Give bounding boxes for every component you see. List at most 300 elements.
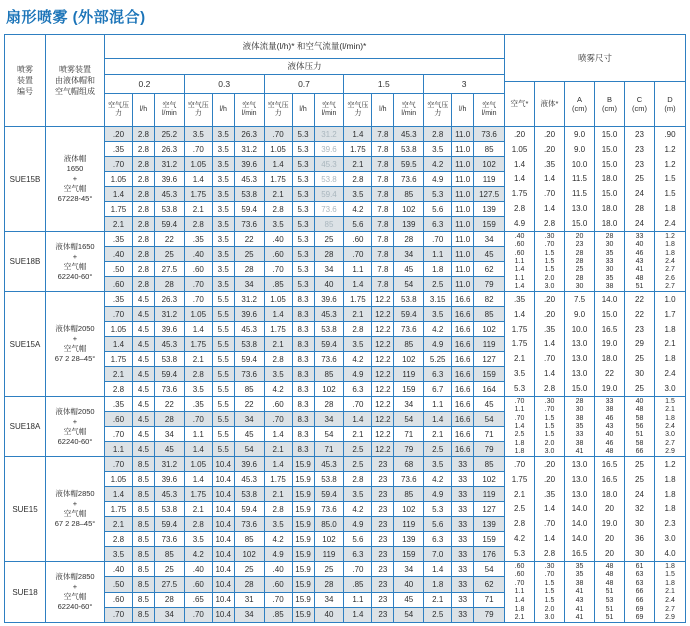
data-cell: 34 [235,277,265,291]
cap-line: 62240-60° [57,271,93,281]
data-cell: .40 [185,562,213,576]
spray-cell: 24 [635,218,644,228]
data-cell: 1.1 [424,247,452,261]
data-cell: 85 [394,187,424,201]
subcolumn-header [474,94,504,126]
spray-cell: 1.4 [514,283,525,291]
spray-column-header [535,82,565,127]
data-cell: 33 [452,577,474,591]
data-cell: .35 [185,232,213,246]
subcolumn-header [394,94,424,126]
spray-cell: .30 [544,562,555,570]
data-cell: .85 [265,608,293,622]
data-cell: 25 [315,562,345,576]
data-cell: .70 [105,157,133,171]
spray-cell: 2.8 [513,204,526,214]
data-cell: 45 [484,399,494,409]
header-composition-line: 由液体帽和 [55,76,95,85]
page-title: 扇形喷雾 (外部混合) [6,9,146,26]
data-cell: 4.5 [133,382,155,396]
data-cell: 1.75 [344,292,372,306]
data-cell: 127 [482,354,496,364]
spray-cell: 1.5 [544,266,555,274]
header-flow-block [105,35,505,126]
data-cell: 3.5 [213,142,235,156]
spray-cell: 16.5 [601,459,618,469]
data-cell: 11.0 [452,187,474,201]
spray-cell: 1.5 [544,422,555,430]
data-cell: 26.3 [155,292,185,306]
spray-column [505,127,535,231]
flow-rows [105,292,505,396]
spray-cell: 11.5 [572,174,587,184]
spray-cell: 2.7 [665,283,675,291]
data-cell: 2.8 [185,517,213,531]
data-cell: 54 [484,564,494,574]
data-cell: 53.8 [235,487,265,501]
subcolumn-header [235,94,265,126]
section-sue18a [5,397,685,457]
spray-cell: 1.2 [664,159,676,169]
data-cell: .50 [105,577,133,591]
data-cell: 12.2 [372,367,394,381]
data-cell: 102 [394,202,424,216]
spray-column [655,292,685,396]
spray-column [565,292,595,396]
data-cell: .40 [265,232,293,246]
spray-cell: 25 [635,174,644,184]
table-row [105,427,504,442]
data-cell: 7.8 [372,157,394,171]
data-cell: 28 [394,232,424,246]
data-cell: 15.9 [293,562,315,576]
data-cell: 33 [452,532,474,546]
table-row [105,187,504,202]
data-cell: 7.8 [372,142,394,156]
spray-cell: 3.0 [544,283,555,291]
cap-line: 67228-45° [57,194,93,203]
data-cell: 119 [474,487,504,501]
data-cell: 159 [474,367,504,381]
data-cell: 45.3 [235,472,265,486]
spray-column [535,562,565,622]
spray-cell: 13.0 [571,369,588,379]
data-cell: 11.0 [452,172,474,186]
data-cell: 73.6 [155,532,185,546]
data-cell: 1.75 [185,487,213,501]
spray-cell: 2.5 [513,504,526,514]
data-cell: 5.5 [213,382,235,396]
data-cell: 25 [155,562,185,576]
spray-cell: 36 [635,534,644,544]
data-cell: .60 [105,593,133,607]
data-cell: 11.0 [452,127,474,141]
data-cell: 3.5 [424,142,452,156]
spray-cell: 38 [575,414,584,422]
spray-cell: .20 [543,129,556,139]
data-cell: 8.3 [293,397,315,411]
flow-rows [105,232,505,291]
table-row [105,547,504,561]
table-row [105,577,504,592]
subcolumn-header-line: 空气压力 [347,101,369,118]
data-cell: 119 [394,517,424,531]
data-cell: 15.9 [293,532,315,546]
spray-cell: .35 [543,324,556,334]
data-cell: 85 [155,547,185,561]
spray-cell: 51 [605,614,614,622]
data-cell: 4.9 [424,487,452,501]
data-cell: 3.5 [213,202,235,216]
spray-cell: 1.8 [664,489,676,499]
data-cell: 12.2 [372,337,394,351]
data-cell: 40 [315,277,345,291]
spray-cell: 46 [605,439,614,447]
spray-cell: 40 [605,431,614,439]
spray-cell: 2.1 [513,354,526,364]
data-cell: 59.4 [155,367,185,381]
data-cell: 12.2 [372,427,394,441]
cap-line: 液体帽1650 [55,241,95,251]
data-cell: 16.6 [452,337,474,351]
spray-column-header-line: A [576,94,582,104]
spray-cell: .70 [544,406,555,414]
table-row [105,322,504,337]
data-cell: 85 [394,487,424,501]
subcolumn-header-line: l/min [241,110,257,118]
data-cell: 7.8 [372,247,394,261]
spray-cell: 18.0 [601,218,618,228]
cap-line: 67 2 28–45° [54,519,96,528]
data-cell: 2.8 [105,532,133,546]
data-cell: 45 [394,262,424,276]
spray-cell: 1.05 [511,144,528,154]
data-cell: 53.8 [394,292,424,306]
spray-cell: 30 [575,283,584,291]
data-cell: 102 [315,382,345,396]
subcolumn-header [424,94,452,126]
data-cell: 16.6 [452,442,474,456]
spray-cell: 40 [635,397,644,405]
data-cell: 4.5 [133,367,155,381]
cap-line: 液体帽2050 [55,406,95,416]
data-cell: 3.15 [424,292,452,306]
data-cell: 127.5 [474,187,504,201]
spray-cell: 63 [635,579,644,587]
spray-cell: 69 [635,614,644,622]
data-cell: .60 [105,277,133,291]
data-cell: 59.4 [155,217,185,231]
table-row [105,457,504,472]
data-cell: .70 [344,247,372,261]
spray-cell: 41 [635,266,644,274]
data-cell: .85 [265,277,293,291]
data-cell: 73.6 [474,127,504,141]
spray-cell: 15.0 [601,309,618,319]
table-row [105,412,504,427]
spray-cell: 1.2 [664,144,676,154]
spray-cell: 23 [575,241,584,249]
spray-cell: 20 [575,232,584,240]
spray-cell: 1.4 [543,369,556,379]
spray-cell: 22 [605,369,614,379]
spray-cell: .60 [514,562,525,570]
data-cell: 4.5 [133,307,155,321]
spray-cell: 4.0 [664,548,676,558]
spray-cell: 15.0 [601,189,618,199]
data-cell: 5.3 [293,232,315,246]
spray-dimensions [505,232,685,291]
data-cell: 85 [474,307,504,321]
data-cell: 1.4 [344,608,372,622]
spray-cell: 1.8 [514,448,525,456]
spray-column [505,457,535,561]
subcolumn-header-line: l/h [219,105,227,113]
spray-cell: 22 [635,309,644,319]
data-cell: 1.75 [265,172,293,186]
data-cell: 33 [452,472,474,486]
cap-line: + [72,174,78,183]
data-cell: 54 [394,608,424,622]
data-cell: 54 [235,442,265,456]
data-cell: 4.5 [133,397,155,411]
data-cell: 85 [235,532,265,546]
data-cell: 176 [474,547,504,561]
data-cell: 22 [235,232,265,246]
spray-column-header [565,82,595,127]
data-cell: 2.8 [344,172,372,186]
data-cell: 8.5 [133,472,155,486]
data-cell: 4.9 [344,367,372,381]
spray-cell: 2.3 [664,519,676,529]
data-cell: 8.5 [133,562,155,576]
data-cell: 7.8 [372,217,394,231]
data-cell: 1.05 [105,472,133,486]
data-cell: 8.3 [293,352,315,366]
data-cell: 39.6 [155,472,185,486]
data-cell: 5.3 [424,502,452,516]
header-composition-line: 空气帽组成 [55,87,95,96]
data-cell: 5.6 [424,202,452,216]
subcolumn-header [452,94,474,126]
cap-line: 空气帽 [63,426,87,436]
subcolumn-header [213,94,235,126]
data-cell: 73.6 [315,202,345,216]
data-cell: 3.5 [105,547,133,561]
data-cell: 3.5 [213,262,235,276]
data-cell: 2.8 [265,502,293,516]
spray-cell: 2.0 [544,605,555,613]
subcolumn-header-line: 空气 [162,101,177,109]
spray-cell: 1.8 [664,474,676,484]
spray-cell: 1.75 [511,474,528,484]
data-cell: 1.4 [185,322,213,336]
spray-cell: 30 [605,241,614,249]
spray-cell: 35 [605,274,614,282]
data-cell: 59.5 [394,157,424,171]
spray-column-header-line: (m) [664,103,676,113]
table-row [105,397,504,412]
data-cell: .70 [265,412,293,426]
spray-cell: 1.7 [664,309,676,319]
spray-cell: 15.0 [601,129,618,139]
data-cell: 15.9 [293,517,315,531]
data-cell: 45.3 [394,127,424,141]
spray-cell: 38 [605,283,614,291]
data-cell: 2.1 [265,337,293,351]
data-cell: 5.3 [424,187,452,201]
data-cell: 33 [452,547,474,561]
data-cell: 31.2 [315,127,345,141]
table-row [105,337,504,352]
data-cell: 45.3 [315,157,345,171]
spray-cell: 1.0 [664,294,676,304]
spray-column [565,457,595,561]
spray-cell: 14.0 [601,294,618,304]
data-cell: 2.5 [424,608,452,622]
spray-column [535,292,565,396]
data-cell: 2.5 [424,442,452,456]
header-liquid-pressure: 液体压力 [105,59,504,75]
data-cell: .70 [344,397,372,411]
data-cell: 4.5 [133,427,155,441]
spray-cell: 1.4 [513,159,526,169]
spray-cell: 51 [605,588,614,596]
data-cell: 119 [474,337,504,351]
cap-composition [46,562,105,622]
data-cell: 5.3 [293,217,315,231]
data-cell: 2.8 [133,277,155,291]
data-cell: 7.8 [372,127,394,141]
spray-cell: .70 [544,241,555,249]
data-cell: .60 [265,577,293,591]
spray-cell: 25 [635,354,644,364]
data-cell: 45.3 [155,487,185,501]
data-cell: 2.8 [133,247,155,261]
spray-cell: 35 [575,571,584,579]
table-row [105,352,504,367]
data-cell: .70 [185,292,213,306]
spray-cell: 30 [605,266,614,274]
spray-column [625,457,655,561]
data-cell: 53.8 [235,337,265,351]
data-cell: 1.05 [185,157,213,171]
spray-cell: .70 [544,571,555,579]
spray-cell: 20 [605,504,614,514]
spray-cell: 1.5 [544,431,555,439]
spray-cell: 23 [635,129,644,139]
data-cell: 1.1 [185,427,213,441]
data-cell: .70 [105,427,133,441]
data-cell: 1.75 [265,322,293,336]
data-cell: 6.3 [344,382,372,396]
data-cell: 1.8 [424,262,452,276]
spray-cell: 1.8 [664,204,676,214]
data-cell: 71 [484,595,494,605]
spray-column [625,397,655,456]
data-cell: 5.3 [293,157,315,171]
data-cell: 3.5 [185,127,213,141]
data-cell: 54 [394,277,424,291]
data-cell: 1.05 [185,457,213,471]
data-cell: .70 [105,608,133,622]
table-row [105,247,504,262]
data-cell: 4.5 [133,412,155,426]
data-cell: .35 [185,397,213,411]
data-cell: 2.5 [344,442,372,456]
data-cell: 1.4 [344,277,372,291]
spray-column-header-line: B [606,94,612,104]
spray-column [625,562,655,622]
data-cell: 39.6 [155,172,185,186]
spray-column [655,457,685,561]
spray-cell: 33 [605,397,614,405]
data-cell: 1.75 [105,502,133,516]
data-cell: 10.4 [213,532,235,546]
data-cell: 3.5 [344,337,372,351]
cap-line: 液体帽 [63,154,87,163]
spray-cell: 10.0 [571,324,588,334]
data-cell: 16.6 [452,352,474,366]
spray-column-header-line: C [636,94,643,104]
data-cell: 12.2 [372,397,394,411]
spray-cell: 69 [635,605,644,613]
subcolumn-header [185,94,213,126]
spray-cell: 14.0 [571,519,588,529]
header-device-line: 喷雾 [17,65,33,74]
spray-column [625,232,655,291]
spray-column-header-line: 空气* [510,99,529,109]
spray-cell: 28 [575,249,584,257]
spray-cell: 1.5 [544,257,555,265]
spray-cell: 1.5 [544,579,555,587]
data-cell: 23 [372,532,394,546]
data-cell: 68 [394,457,424,471]
spray-cell: 1.8 [514,439,525,447]
spray-column [505,562,535,622]
spray-cell: 1.1 [514,257,525,265]
data-cell: 28 [155,593,185,607]
data-cell: 25 [155,247,185,261]
data-cell: 7.8 [372,232,394,246]
spray-cell: 2.8 [543,383,556,393]
spray-cell: .35 [543,159,556,169]
spray-cell: 43 [605,422,614,430]
data-cell: 40 [394,577,424,591]
data-cell: 85.0 [315,517,345,531]
data-cell: 25 [315,232,345,246]
data-cell: 16.6 [452,292,474,306]
data-cell: .60 [105,412,133,426]
spray-cell: 2.6 [665,274,675,282]
data-cell: 5.6 [424,517,452,531]
data-cell: 2.8 [344,322,372,336]
spray-cell: 9.0 [573,144,586,154]
header-flow-title: 液体流量(l/h)* 和空气流量(l/min)* [105,35,504,59]
data-cell: 39.6 [235,307,265,321]
spray-cell: 5.3 [513,383,526,393]
spray-cell: .35 [543,489,556,499]
data-cell: 71 [394,427,424,441]
data-cell: 10.4 [213,517,235,531]
data-cell: 45.3 [155,337,185,351]
data-cell: 12.2 [372,322,394,336]
data-cell: 34 [235,412,265,426]
cap-line: 空气帽 [63,261,87,271]
data-cell: 10.4 [213,457,235,471]
spray-cell: 2.8 [513,519,526,529]
data-cell: 34 [315,593,345,607]
